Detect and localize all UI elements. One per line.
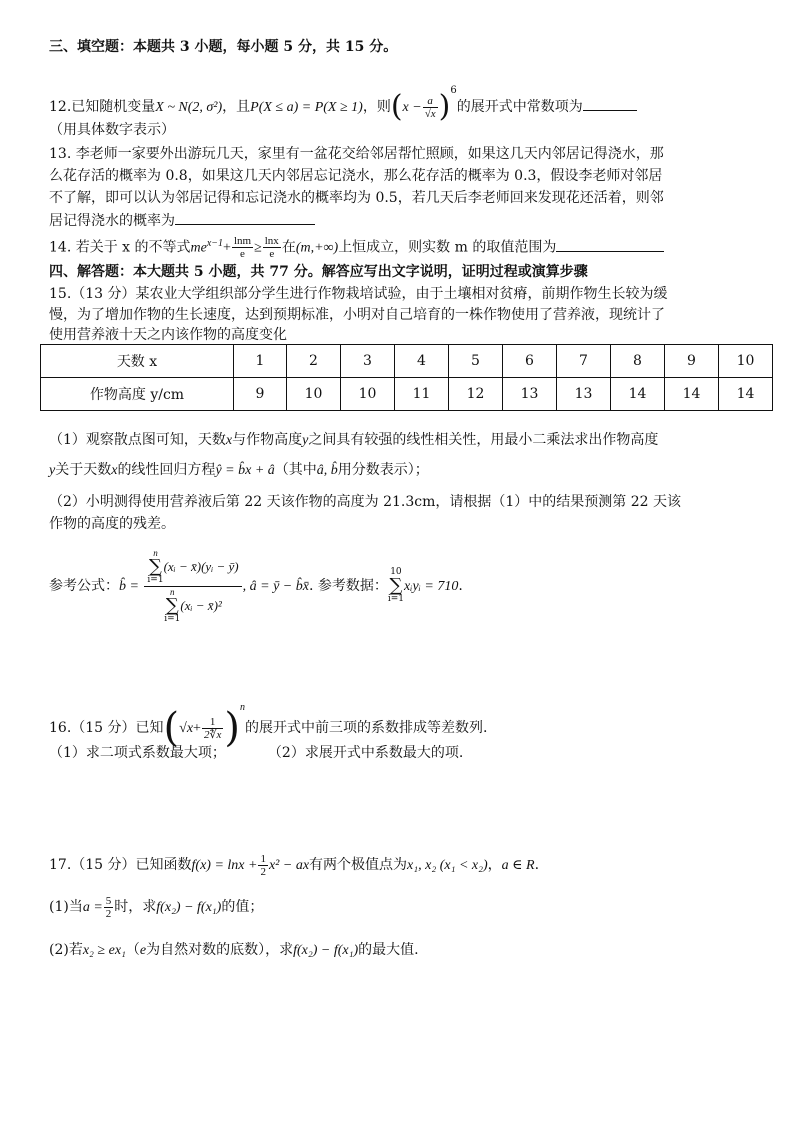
q16-prefix: 16.（15 分）已知: [49, 720, 164, 736]
ref-num-expr: (xᵢ − x̄)(yᵢ − ȳ): [163, 558, 239, 574]
q17-p2-c: 为自然对数的底数），求: [146, 942, 294, 958]
ref-data-label: . 参考数据：: [308, 578, 388, 594]
q12-mid2: ，则: [362, 99, 391, 115]
table-cell: 1: [234, 345, 287, 378]
q16-parts: [49, 743, 463, 763]
q12-note: （用具体数字表示）: [49, 122, 175, 138]
q16-part-2: （2）求展开式中系数最大的项.: [267, 745, 464, 761]
ref-numerator: [144, 548, 241, 586]
q14-plus: +: [223, 240, 231, 256]
q12-distribution: X ~ N(2, σ²): [155, 100, 223, 115]
q13-line-3: 不了解，即可以认为邻居记得和忘记浇水的概率均为 0.5，若几天后李老师回来发现花还活着，则邻: [49, 190, 664, 206]
q17-domain: a ∈ R: [501, 858, 535, 873]
q17-points: x₁, x₂ (x₁ < x₂): [407, 858, 488, 873]
question-12: [49, 76, 637, 123]
table-cell: 11: [395, 378, 449, 411]
q17-p1-c: 的值；: [221, 899, 264, 915]
q12-right-paren: ): [438, 89, 451, 124]
q17-func-a: f(x) = lnx +: [191, 858, 258, 873]
q13-line-2: 么花存活的概率为 0.8，如果这几天内邻居忘记浇水，那么花存活的概率为 0.3，假设李老师对邻居: [49, 168, 663, 184]
q17-p1-expr: f(x₂) − f(x₁): [156, 900, 222, 915]
ref-den-expr: (xᵢ − x̄)²: [180, 597, 222, 613]
q15-p1-var-x2: x: [111, 463, 118, 478]
q12-power: 6: [450, 85, 457, 96]
sum-bottom: i=1: [164, 613, 181, 624]
table-cell: 12: [449, 378, 503, 411]
q15-line-2: 慢，为了增加作物的生长速度，达到预期标准，小明对自己培育的一株作物使用了营养液，现统计了: [49, 307, 665, 323]
q15-regression-equation: ŷ = b̂x + â: [215, 463, 275, 478]
q17-p2-expr: f(x₂) − f(x₁): [293, 943, 359, 958]
sum-top-10: 10: [390, 567, 402, 577]
sum-top: n: [153, 547, 158, 558]
q16-sqrt-x: √x: [179, 721, 194, 736]
question-17: [49, 850, 539, 881]
q15-p1-text-d: 关于天数: [55, 462, 112, 478]
q15-p1-var-y2: y: [49, 463, 56, 478]
q16-frac-num: 1: [209, 715, 216, 728]
q17-end: .: [534, 857, 540, 873]
q17-half-den: 2: [260, 865, 266, 878]
question-16: [49, 686, 487, 751]
q16-right-paren: ): [224, 705, 240, 751]
table-cell: 9: [665, 345, 719, 378]
q14-f2-num: lnx: [264, 235, 279, 248]
q13-line-1: 13. 李老师一家要外出游玩几天，家里有一盆花交给邻居帮忙照顾，如果这几天内邻居记得浇水，那: [49, 146, 664, 162]
q15-part-2-line-2: 作物的高度的残差。: [49, 516, 175, 532]
q12-frac-num: a: [427, 94, 433, 107]
sum-top: n: [170, 586, 175, 597]
q17-p1-b: 时，求: [114, 899, 157, 915]
q14-fraction-2: [263, 235, 281, 260]
table-cell: 10: [287, 378, 341, 411]
q12-answer-blank[interactable]: [583, 96, 637, 111]
q15-line-1: 15.（13 分）某农业大学组织部分学生进行作物栽培试验，由于土壤相对贫瘠，前期作物生长较为缓: [49, 286, 668, 302]
q12-expr-x: x −: [402, 100, 422, 115]
sigma-glyph: ∑: [149, 555, 162, 577]
q14-interval-pre: 在: [281, 239, 296, 256]
sigma-glyph: ∑: [389, 575, 403, 596]
q16-left-paren: (: [163, 705, 180, 751]
q12-suffix: 的展开式中常数项为: [456, 99, 583, 115]
q15-p1-text-f: （其中: [274, 462, 317, 478]
q16-suffix: 的展开式中前三项的系数排成等差数列.: [244, 720, 488, 736]
q17-p2-d: 的最大值.: [358, 942, 419, 958]
q17-half-num: 1: [260, 852, 266, 865]
table-cell: 10: [341, 378, 395, 411]
table-cell: 6: [503, 345, 557, 378]
table-cell: 3: [341, 345, 395, 378]
q17-comma: ，: [487, 857, 502, 873]
sigma-icon: [164, 587, 180, 625]
sum-bottom: i=1: [387, 594, 405, 604]
q14-suffix: 上恒成立，则实数 m 的取值范围为: [338, 239, 557, 256]
q15-line-3: 使用营养液十天之内该作物的高度变化: [49, 327, 287, 343]
q17-p1-fraction: [104, 895, 114, 920]
table-cell: 14: [611, 378, 665, 411]
q16-power: n: [239, 702, 245, 713]
q14-f1-den: e: [232, 247, 253, 260]
ref-bhat: b̂ =: [119, 579, 139, 594]
q12-mid: ，且: [222, 99, 251, 115]
q16-fraction: [202, 716, 223, 741]
table-cell: 14: [665, 378, 719, 411]
q15-part-1-line-2: [49, 460, 429, 481]
table-cell: 8: [611, 345, 665, 378]
q16-part-1: （1）求二项式系数最大项；: [49, 745, 226, 761]
q14-answer-blank[interactable]: [556, 237, 664, 252]
q13-answer-blank[interactable]: [175, 210, 315, 225]
q14-f2-den: e: [263, 247, 281, 260]
q15-p1-text-a: （1）观察散点图可知，天数: [49, 432, 226, 448]
q14-term1-exponent: x−1: [206, 238, 224, 249]
sum-bottom: i=1: [147, 574, 164, 585]
q15-p1-var-x: x: [225, 433, 233, 448]
q14-f1-num: lnm: [233, 235, 252, 248]
sigma-icon: [147, 548, 163, 586]
sigma-glyph: ∑: [165, 594, 179, 616]
q15-p1-text-b: 与作物高度: [232, 432, 303, 448]
q14-geq: ≥: [254, 240, 262, 256]
q15-p1-text-c: 之间具有较强的线性相关性，用最小二乘法求出作物高度: [308, 432, 659, 448]
ref-ahat: , â = ȳ − b̂x̄: [242, 579, 309, 594]
q12-fraction: [423, 95, 438, 120]
q13-line-4: [49, 210, 315, 231]
q17-half-fraction: [258, 853, 268, 878]
q17-p1-a: (1)当: [49, 899, 83, 915]
q12-frac-den: √x: [424, 107, 436, 120]
q17-part-2: [49, 940, 419, 961]
table-header-days: 天数 x: [41, 345, 234, 378]
q17-p1-aeq: a =: [82, 900, 103, 915]
table-cell: 13: [503, 378, 557, 411]
table-cell: 9: [234, 378, 287, 411]
q15-p1-ab: â, b̂: [316, 463, 338, 478]
q12-left-paren: (: [390, 89, 403, 124]
q12-probability: P(X ≤ a) = P(X ≥ 1): [250, 100, 363, 115]
table-row-heights: [41, 378, 773, 411]
q17-p2-e: e: [139, 943, 147, 958]
q15-data-table: [40, 344, 773, 411]
q12-prefix: 12.已知随机变量: [49, 99, 156, 115]
ref-label: 参考公式：: [49, 578, 119, 594]
q17-p2-b: （: [125, 942, 140, 958]
table-header-heights: 作物高度 y/cm: [41, 378, 234, 411]
q17-p2-cond: x₂ ≥ ex₁: [82, 943, 126, 958]
q14-prefix: 14. 若关于 x 的不等式: [49, 239, 191, 256]
q17-p2-a: (2)若: [49, 942, 83, 958]
q17-mid: 有两个极值点为: [309, 857, 408, 873]
table-cell: 10: [719, 345, 773, 378]
q17-func-b: x² − ax: [268, 858, 310, 873]
q17-p1-num: 5: [105, 894, 112, 907]
section-4-heading: 四、解答题：本大题共 5 小题，共 77 分。解答应写出文字说明，证明过程或演算步骤: [49, 264, 588, 280]
q15-p1-var-y: y: [302, 433, 309, 448]
question-14: [49, 230, 664, 263]
q15-part-1-line-1: [49, 430, 658, 451]
q17-part-1: [49, 892, 263, 923]
sigma-icon: [388, 567, 404, 605]
table-cell: 5: [449, 345, 503, 378]
q13-line-4-text: 居记得浇水的概率为: [49, 213, 175, 229]
ref-bhat-fraction: [144, 548, 241, 625]
q14-interval: (m,+∞): [295, 240, 339, 256]
q16-plus: +: [193, 721, 201, 736]
table-cell: 4: [395, 345, 449, 378]
q14-term1: me: [190, 240, 207, 256]
ref-end: .: [458, 578, 463, 594]
q15-p1-text-e: 的线性回归方程: [117, 462, 216, 478]
table-cell: 13: [557, 378, 611, 411]
q15-p1-text-g: 用分数表示）；: [337, 462, 429, 478]
q17-p1-den: 2: [105, 907, 112, 920]
q15-reference-formula: [49, 546, 463, 626]
q16-frac-den: 2∜x: [203, 728, 222, 741]
table-cell: 7: [557, 345, 611, 378]
q14-fraction-1: [232, 235, 253, 260]
table-cell: 2: [287, 345, 341, 378]
table-cell: 14: [719, 378, 773, 411]
ref-data-expr: xᵢyᵢ = 710: [404, 579, 459, 594]
q15-part-2-line-1: （2）小明测得使用营养液后第 22 天该作物的高度为 21.3cm，请根据（1）中的结果预测第 22 天该: [49, 494, 681, 510]
ref-denominator: [144, 586, 241, 625]
table-row-days: [41, 345, 773, 378]
q17-prefix: 17.（15 分）已知函数: [49, 857, 192, 873]
section-3-heading: 三、填空题：本题共 3 小题，每小题 5 分，共 15 分。: [49, 39, 398, 55]
